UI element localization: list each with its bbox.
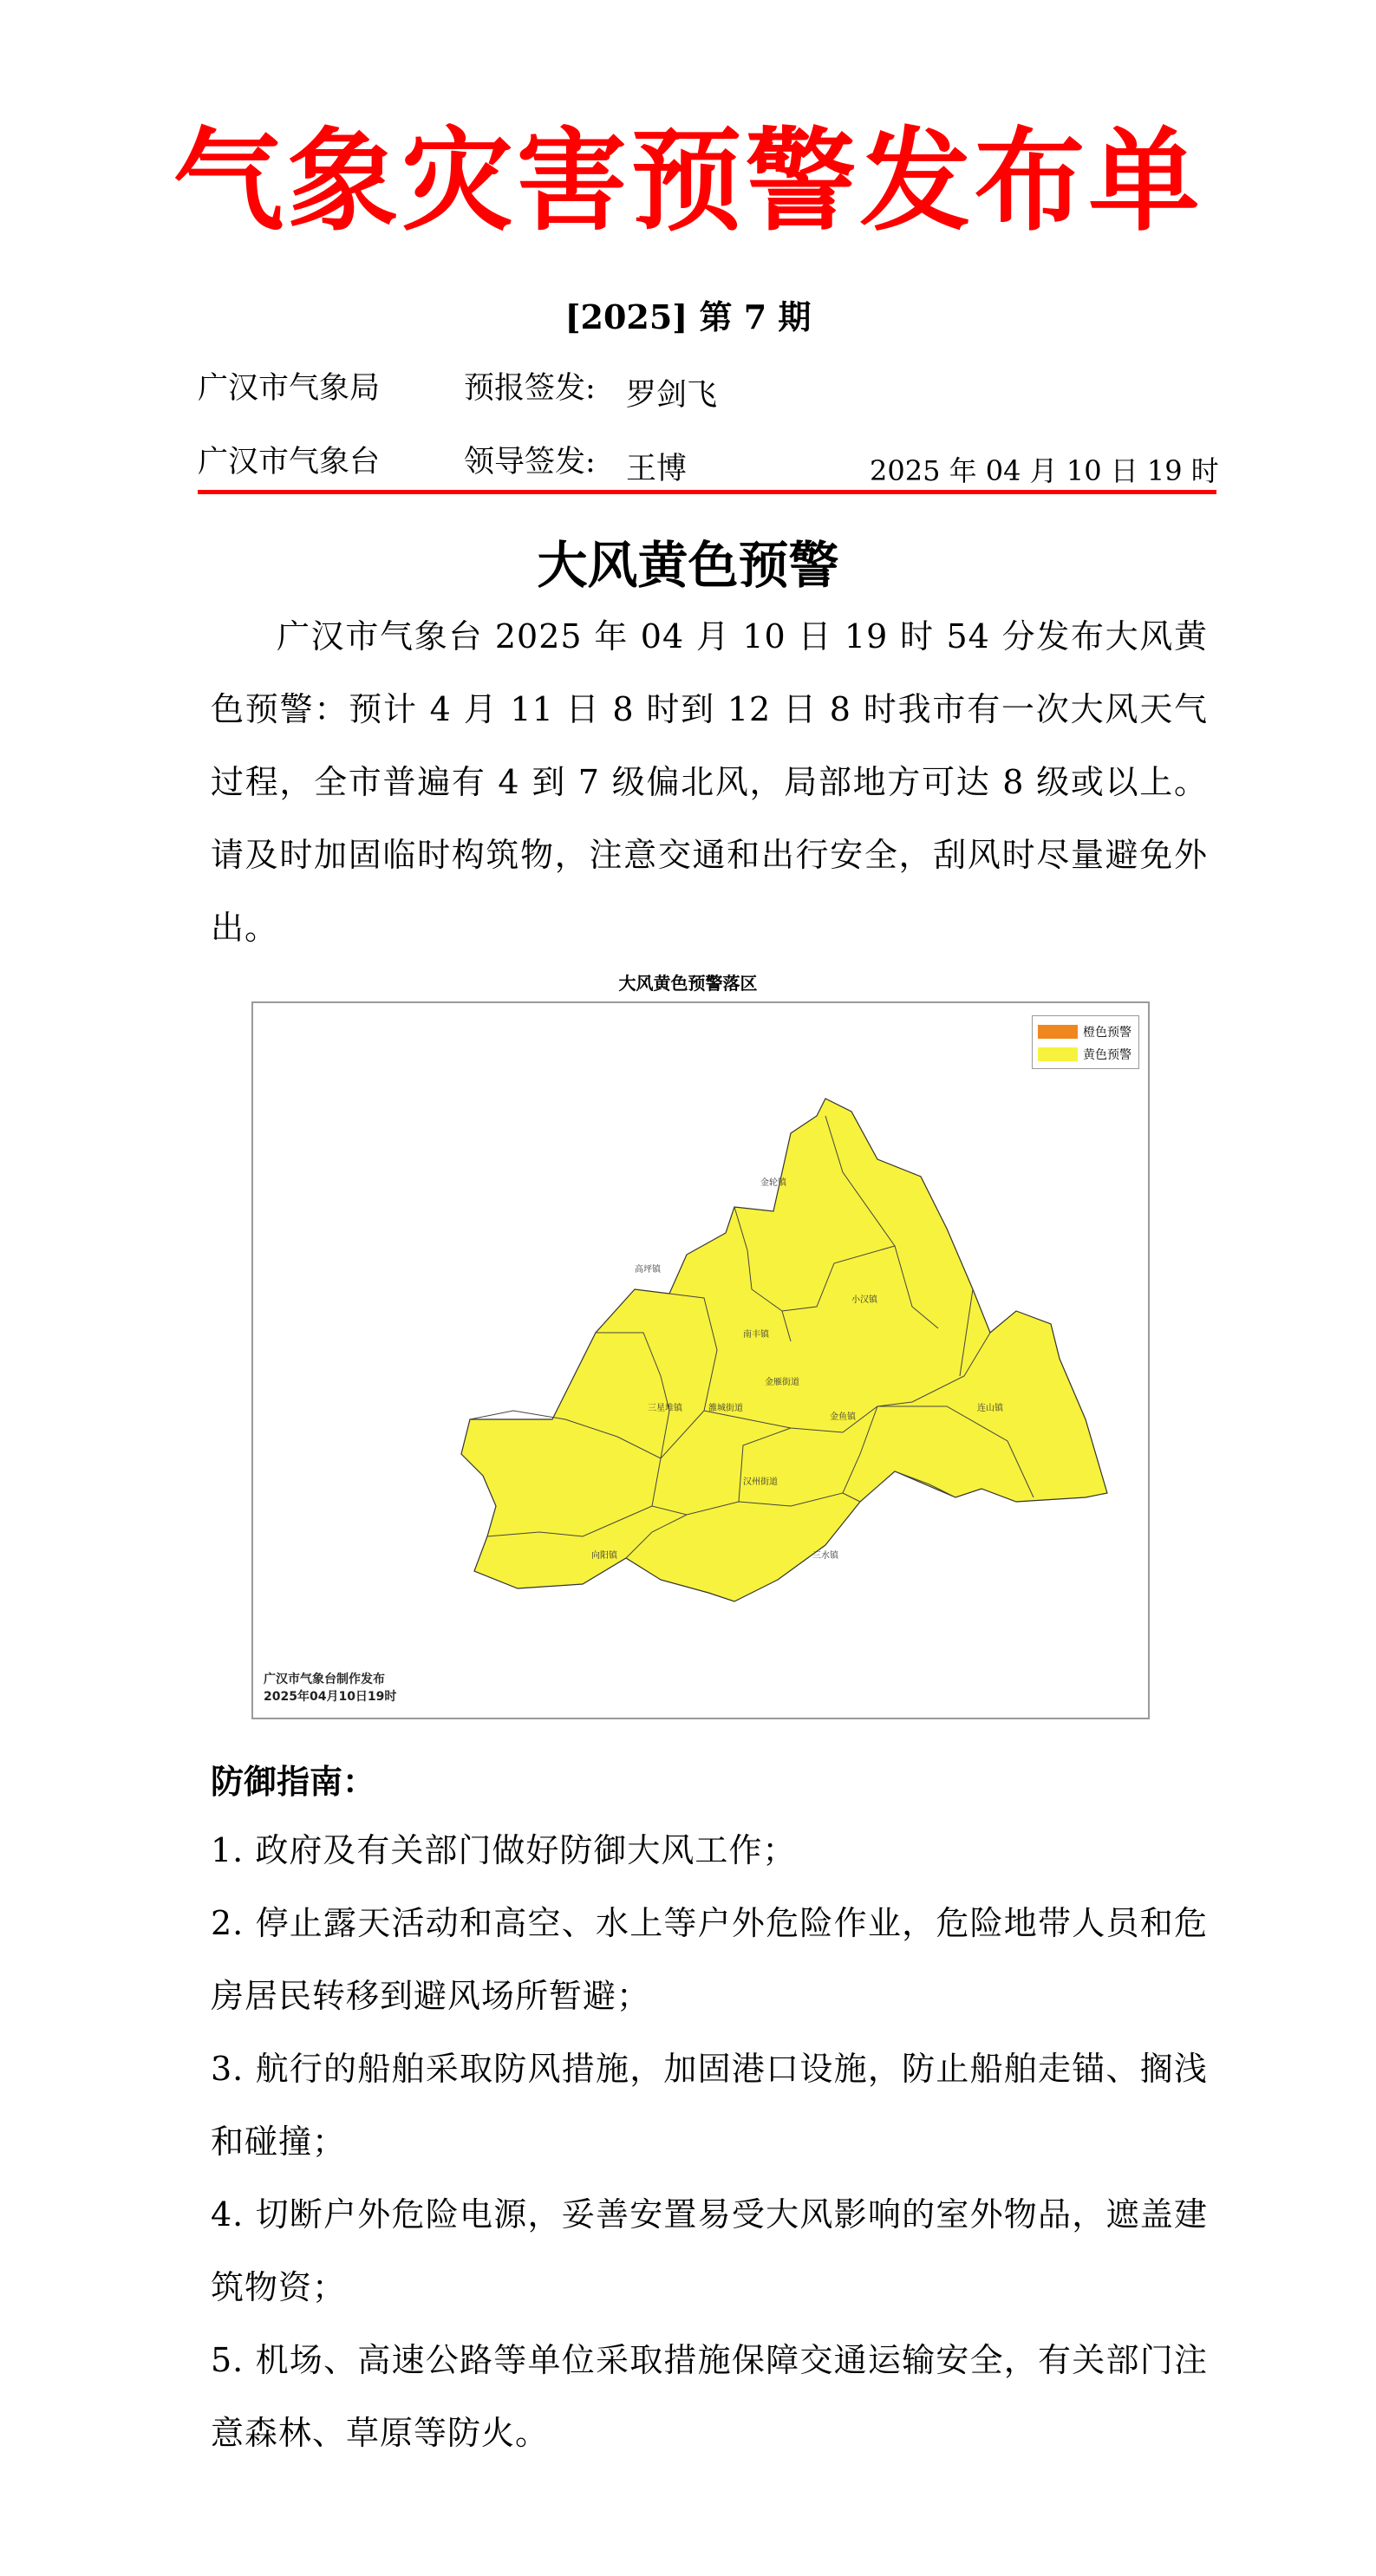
- warning-body: 广汉市气象台 2025 年 04 月 10 日 19 时 54 分发布大风黄色预警：预计 4 月 11 日 8 时到 12 日 8 时我市有一次大风天气过程，全市普遍有 4 到 7 级偏北风，局部地方可达 8 级或以上。请及时加固临时构筑物，注意交通和出行安全，刮风时尽量避免外出。: [211, 617, 1208, 947]
- issue-datetime: 2025 年 04 月 10 日 19 时: [870, 454, 1219, 487]
- map-canvas: [253, 1003, 1148, 1718]
- guide-heading: 防御指南：: [211, 1763, 376, 1801]
- forecast-sign-label: 预报签发:: [464, 371, 596, 406]
- legend-label-orange: 橙色预警: [1083, 1026, 1131, 1040]
- map-title: 大风黄色预警落区: [618, 973, 758, 994]
- producer-time: 2025年04月10日19时: [264, 1690, 397, 1704]
- town-label: 三星堆镇: [648, 1404, 682, 1413]
- producer-name: 广汉市气象台制作发布: [264, 1673, 385, 1686]
- map-producer: [264, 1671, 396, 1705]
- issue-number: [2025] 第 7 期: [564, 297, 812, 336]
- town-label: 连山镇: [977, 1404, 1003, 1413]
- town-label: 向阳镇: [591, 1551, 617, 1561]
- town-label: 雒城街道: [708, 1404, 743, 1413]
- forecast-signer: 罗剑飞: [626, 378, 718, 413]
- legend-item-yellow: [1038, 1046, 1131, 1063]
- legend-label-yellow: 黄色预警: [1083, 1048, 1131, 1062]
- guide-item: 4. 切断户外危险电源，妥善安置易受大风影响的室外物品，遮盖建筑物资；: [211, 2195, 1208, 2306]
- leader-sign-label: 领导签发:: [464, 445, 596, 479]
- town-label: 金鱼镇: [830, 1412, 856, 1422]
- document-title: 气象灾害预警发布单: [173, 117, 1203, 246]
- issuer-observatory: 广汉市气象台: [198, 445, 381, 479]
- town-label: 金轮镇: [760, 1178, 786, 1188]
- town-label: 南丰镇: [743, 1330, 769, 1340]
- guide-item: 2. 停止露天活动和高空、水上等户外危险作业，危险地带人员和危房居民转移到避风场所暂避；: [211, 1904, 1208, 2015]
- legend-swatch-orange: [1038, 1025, 1078, 1039]
- town-label: 三水镇: [812, 1551, 838, 1561]
- legend-item-orange: [1038, 1023, 1131, 1040]
- map-legend: [1032, 1015, 1139, 1069]
- guide-item: 1. 政府及有关部门做好防御大风工作；: [211, 1831, 797, 1869]
- leader-signer: 王博: [626, 452, 688, 486]
- warning-map: [251, 1001, 1150, 1719]
- legend-swatch-yellow: [1038, 1047, 1078, 1061]
- red-divider: [198, 490, 1216, 494]
- town-label: 高坪镇: [635, 1265, 661, 1275]
- town-label: 小汉镇: [851, 1295, 877, 1305]
- county-region: [461, 1099, 1107, 1601]
- guide-list: [211, 1814, 1208, 2469]
- guide-item: 5. 机场、高速公路等单位采取措施保障交通运输安全，有关部门注意森林、草原等防火。: [211, 2341, 1208, 2452]
- warning-headline: 大风黄色预警: [537, 536, 839, 595]
- guide-item: 3. 航行的船舶采取防风措施，加固港口设施，防止船舶走锚、搁浅和碰撞；: [211, 2050, 1208, 2161]
- town-label: 汉州街道: [743, 1477, 778, 1487]
- town-label: 金雁街道: [765, 1378, 799, 1387]
- issuer-bureau: 广汉市气象局: [198, 371, 381, 406]
